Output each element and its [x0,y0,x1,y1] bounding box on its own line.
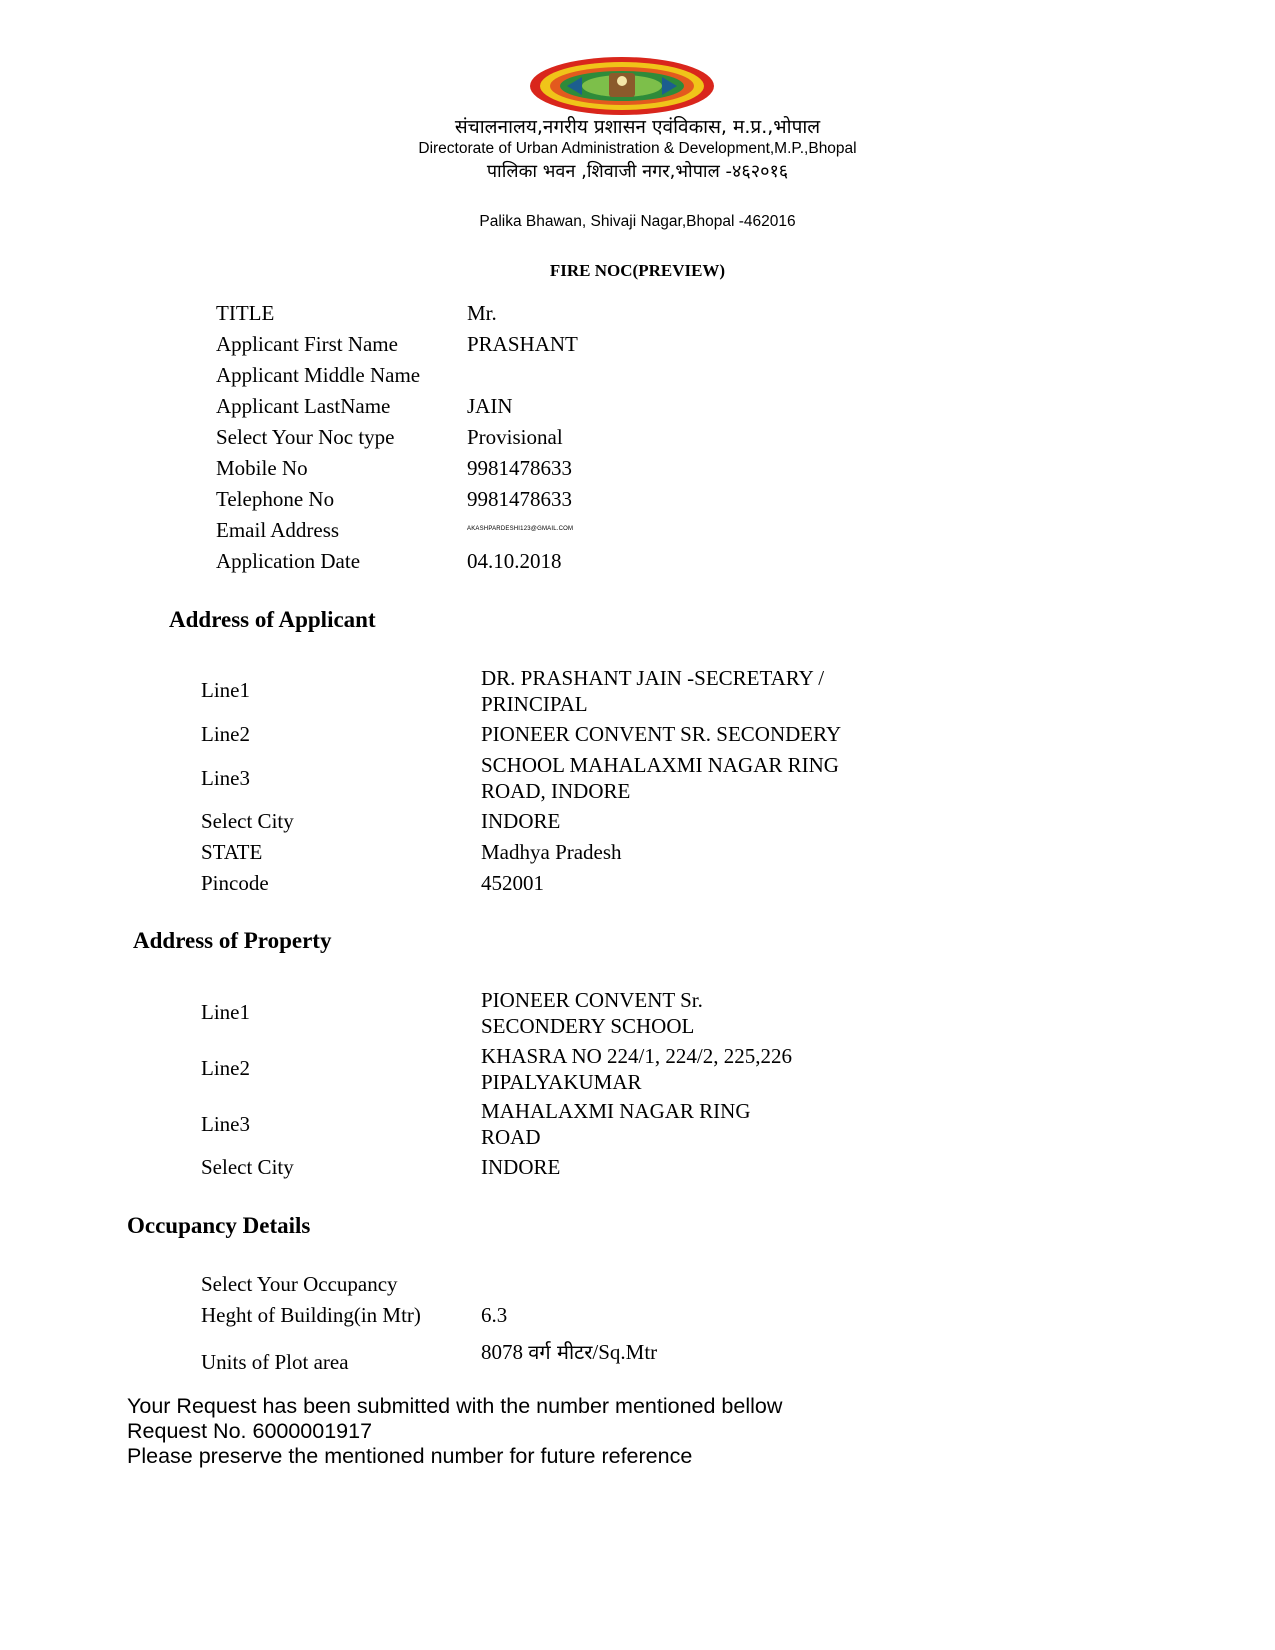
request-number: Request No. 6000001917 [127,1419,373,1443]
plot-area-value [481,1338,657,1365]
field-label: Line1 [201,1000,250,1024]
org-address-english: Palika Bhawan, Shivaji Nagar,Bhopal -462016 [479,213,796,230]
madhya-pradesh-emblem-icon [527,55,717,117]
field-label: Telephone No [216,487,335,511]
field-label: Line1 [201,678,250,702]
field-label: Line3 [201,1112,250,1136]
field-value: Mr. [467,301,497,325]
field-value: PRASHANT [467,332,578,356]
section-heading-occupancy: Occupancy Details [127,1213,311,1238]
field-value: PIONEER CONVENT SR. SECONDERY [481,722,842,746]
field-value: 9981478633 [467,487,572,511]
plot-area-number: 8078 [481,1340,523,1364]
field-label: Mobile No [216,456,308,480]
field-label: Line2 [201,1056,250,1080]
field-value: 9981478633 [467,456,572,480]
section-heading-applicant-address: Address of Applicant [169,607,376,632]
field-label: STATE [201,840,263,864]
section-heading-property-address: Address of Property [133,928,332,953]
field-label: Select City [201,1155,294,1179]
field-value: 04.10.2018 [467,549,562,573]
field-label: Select Your Occupancy [201,1272,398,1296]
field-label: TITLE [216,301,275,325]
field-label: Line3 [201,766,250,790]
field-label: Applicant First Name [216,332,398,356]
submission-message: Your Request has been submitted with the number mentioned bellow [127,1394,783,1418]
field-label: Pincode [201,871,269,895]
document-title: FIRE NOC(PREVIEW) [549,261,726,280]
plot-area-unit-hindi: वर्ग मीटर [528,1340,593,1364]
field-label: Select Your Noc type [216,425,395,449]
field-value: 452001 [481,871,544,895]
field-label: Applicant Middle Name [216,363,421,387]
field-label: Line2 [201,722,250,746]
field-value: PIONEER CONVENT Sr. SECONDERY SCHOOL [481,988,703,1038]
field-label: Units of Plot area [201,1350,349,1374]
field-label: Applicant LastName [216,394,391,418]
plot-area-unit: /Sq.Mtr [592,1340,658,1364]
field-value: INDORE [481,1155,561,1179]
preserve-note: Please preserve the mentioned number for future reference [127,1444,693,1468]
org-name-english: Directorate of Urban Administration & Development,M.P.,Bhopal [418,140,857,157]
field-value: JAIN [467,394,513,418]
field-value: INDORE [481,809,561,833]
field-label: Select City [201,809,294,833]
field-label: Application Date [216,549,361,573]
field-value: Provisional [467,425,563,449]
field-value: KHASRA NO 224/1, 224/2, 225,226 PIPALYAKUMAR [481,1044,792,1094]
field-value: Madhya Pradesh [481,840,622,864]
field-value: 6.3 [481,1303,508,1327]
field-label: Email Address [216,518,340,542]
org-address-hindi: पालिका भवन ,शिवाजी नगर,भोपाल -४६२०१६ [486,161,789,182]
org-name-hindi: संचालनालय,नगरीय प्रशासन एवंविकास, म.प्र.,भोपाल [454,116,821,138]
field-label: Heght of Building(in Mtr) [201,1303,421,1327]
field-value: SCHOOL MAHALAXMI NAGAR RING ROAD, INDORE [481,753,839,803]
field-value: DR. PRASHANT JAIN -SECRETARY / PRINCIPAL [481,666,825,716]
email-value: AKASHPARDESHI123@GMAIL.COM [467,526,574,532]
field-value: MAHALAXMI NAGAR RING ROAD [481,1099,751,1149]
